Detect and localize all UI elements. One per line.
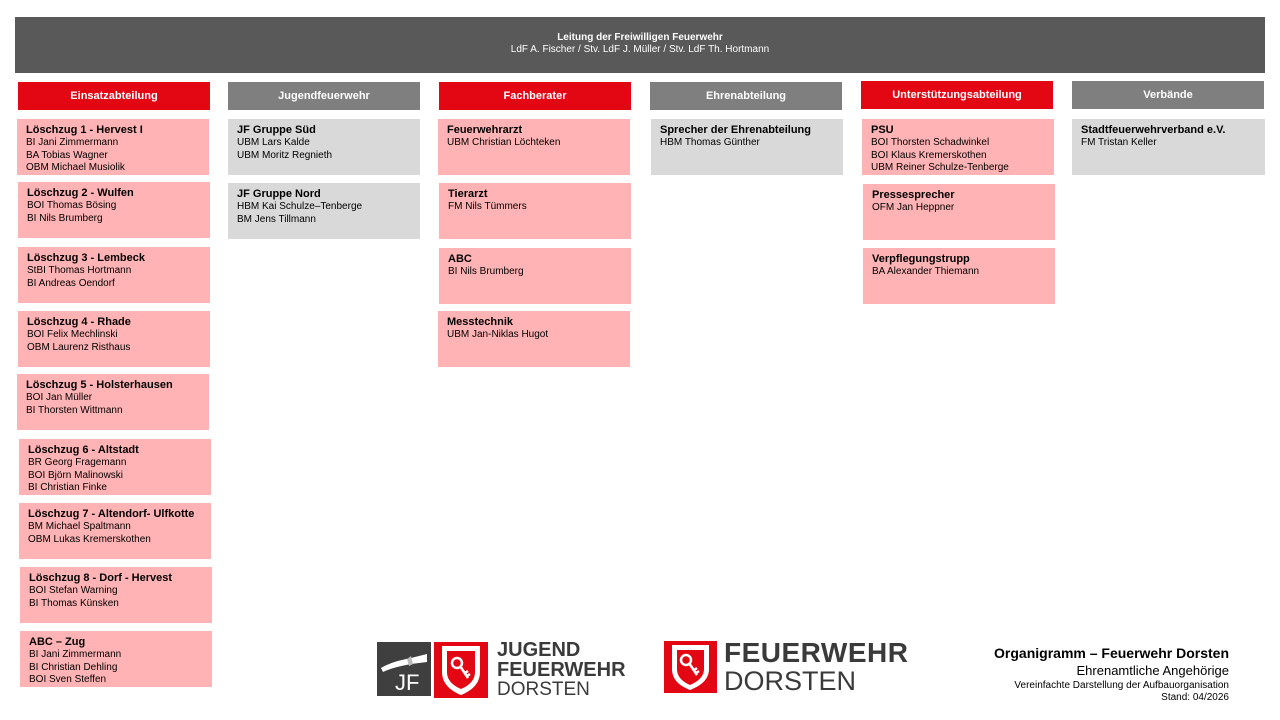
header-einsatzabteilung: Einsatzabteilung: [18, 82, 210, 110]
unit-title: Löschzug 1 - Hervest I: [26, 124, 143, 136]
unit-title: Löschzug 5 - Holsterhausen: [26, 379, 173, 391]
unit-title: JF Gruppe Süd: [237, 124, 316, 136]
unit-title: Löschzug 3 - Lembeck: [27, 252, 145, 264]
unit-member: BI Andreas Oendorf: [27, 277, 115, 289]
unit-title: Sprecher der Ehrenabteilung: [660, 124, 811, 136]
leitung-title: Leitung der Freiwilligen Feuerwehr: [557, 32, 723, 43]
unit-member: BOI Klaus Kremerskothen: [871, 149, 987, 161]
unit-title: Pressesprecher: [872, 189, 955, 201]
leitung-subtitle: LdF A. Fischer / Stv. LdF J. Müller / Stv. LdF Th. Hortmann: [510, 44, 770, 55]
footer-subtitle: Ehrenamtliche Angehörige: [1076, 663, 1229, 678]
unit-member: BI Nils Brumberg: [27, 212, 103, 224]
unit-member: OBM Michael Musiolik: [26, 162, 125, 174]
unit-title: PSU: [871, 124, 894, 136]
unit-box: [863, 248, 1055, 304]
footer-stand: Stand: 04/2026: [1161, 692, 1229, 703]
unit-box: [863, 184, 1055, 240]
jf-logo-mark: [377, 642, 431, 696]
unit-member: BI Jani Zimmermann: [26, 137, 119, 148]
header-verbaende: Verbände: [1072, 81, 1264, 109]
unit-title: ABC: [448, 253, 472, 265]
unit-box: [228, 183, 420, 239]
header-unterstuetzungsabteilung: Unterstützungsabteilung: [861, 81, 1053, 109]
unit-member: BOI Thorsten Schadwinkel: [871, 137, 990, 148]
jf-mark-text: JF: [395, 670, 420, 695]
footer-note: Vereinfachte Darstellung der Aufbauorganisation: [1014, 680, 1229, 691]
unit-member: FM Tristan Keller: [1081, 137, 1157, 148]
unit-member: UBM Jan-Niklas Hugot: [447, 329, 549, 340]
unit-member: BOI Sven Steffen: [29, 674, 107, 686]
unit-member: BA Alexander Thiemann: [872, 266, 980, 277]
unit-box: [1072, 119, 1265, 175]
unit-member: BI Christian Finke: [28, 482, 107, 494]
jf-crest-icon: [434, 642, 488, 698]
unit-box: [17, 119, 209, 175]
unit-member: BI Nils Brumberg: [448, 266, 524, 277]
unit-box: [18, 247, 210, 303]
unit-box: [651, 119, 843, 175]
unit-title: Verpflegungstrupp: [872, 253, 970, 265]
unit-title: Messtechnik: [447, 316, 514, 328]
jf-logo-line1: JUGEND: [497, 639, 581, 661]
unit-member: BOI Felix Mechlinski: [27, 329, 118, 340]
unit-title: Tierarzt: [448, 188, 488, 200]
unit-box: [18, 311, 210, 367]
unit-member: BOI Jan Müller: [26, 392, 93, 403]
fw-logo-line2: DORSTEN: [724, 666, 857, 696]
unit-member: BI Thomas Künsken: [29, 597, 119, 609]
unit-box: [19, 503, 211, 559]
unit-member: OBM Lukas Kremerskothen: [28, 533, 151, 545]
unit-box: [20, 631, 212, 687]
header-jugendfeuerwehr: Jugendfeuerwehr: [228, 82, 420, 110]
unit-box: [439, 248, 631, 304]
unit-title: Löschzug 4 - Rhade: [27, 316, 131, 328]
unit-member: FM Nils Tümmers: [448, 201, 527, 212]
unit-member: BOI Thomas Bösing: [27, 200, 117, 211]
unit-title: ABC – Zug: [29, 636, 86, 648]
unit-box: [228, 119, 420, 175]
unit-member: BA Tobias Wagner: [26, 149, 108, 161]
unit-title: Feuerwehrarzt: [447, 124, 523, 136]
header-fachberater: Fachberater: [439, 82, 631, 110]
unit-box: [438, 311, 630, 367]
unit-member: OBM Laurenz Risthaus: [27, 341, 131, 353]
unit-member: BR Georg Fragemann: [28, 457, 127, 468]
unit-member: BI Thorsten Wittmann: [26, 404, 123, 416]
fw-crest-icon: [664, 641, 717, 693]
jf-logo-line2: FEUERWEHR: [497, 659, 626, 681]
unit-member: BM Michael Spaltmann: [28, 521, 131, 532]
unit-box: [862, 119, 1054, 175]
footer-title: Organigramm – Feuerwehr Dorsten: [994, 645, 1229, 661]
unit-member: HBM Thomas Günther: [660, 137, 760, 148]
unit-title: Löschzug 6 - Altstadt: [28, 444, 139, 456]
unit-member: UBM Lars Kalde: [237, 137, 310, 148]
unit-member: BI Christian Dehling: [29, 661, 118, 673]
header-ehrenabteilung: Ehrenabteilung: [650, 82, 842, 110]
unit-title: JF Gruppe Nord: [237, 188, 321, 200]
unit-title: Löschzug 8 - Dorf - Hervest: [29, 572, 173, 584]
jf-logo-line3: DORSTEN: [497, 679, 590, 700]
unit-member: UBM Christian Löchteken: [447, 137, 561, 148]
unit-box: [18, 182, 210, 238]
unit-member: UBM Reiner Schulze-Tenberge: [871, 162, 1009, 174]
unit-box: [438, 119, 630, 175]
unit-box: [19, 439, 211, 495]
unit-member: OFM Jan Heppner: [872, 202, 955, 213]
unit-member: BI Jani Zimmermann: [29, 649, 122, 660]
unit-box: [439, 183, 631, 239]
unit-member: HBM Kai Schulze–Tenberge: [237, 201, 363, 212]
fw-logo-line1: FEUERWEHR: [724, 637, 909, 668]
leitung-banner: [15, 17, 1265, 73]
unit-title: Stadtfeuerwehrverband e.V.: [1081, 124, 1226, 136]
unit-box: [20, 567, 212, 623]
unit-member: UBM Moritz Regnieth: [237, 149, 333, 161]
unit-title: Löschzug 2 - Wulfen: [27, 187, 134, 199]
unit-box: [17, 374, 209, 430]
unit-member: BM Jens Tillmann: [237, 213, 316, 225]
unit-member: BOI Björn Malinowski: [28, 469, 124, 481]
unit-member: StBI Thomas Hortmann: [27, 265, 132, 276]
unit-member: BOI Stefan Warning: [29, 585, 118, 596]
unit-title: Löschzug 7 - Altendorf- Ulfkotte: [28, 508, 195, 520]
